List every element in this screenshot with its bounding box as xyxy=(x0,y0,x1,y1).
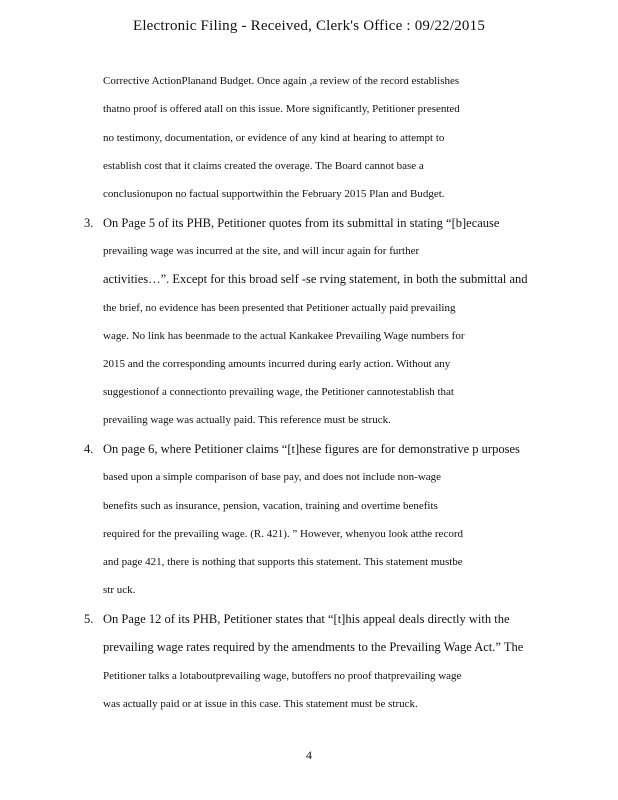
item-lead-line: On Page 12 of its PHB, Petitioner states that “[t]his appeal deals directly with the xyxy=(103,612,510,626)
text-line: establish cost that it claims created the overage. The Board cannot base a xyxy=(103,160,424,172)
text-line: thatno proof is offered atall on this issue. More significantly, Petitioner presented xyxy=(103,103,460,115)
item-lead-line: On Page 5 of its PHB, Petitioner quotes from its submittal in stating “[b]ecause xyxy=(103,216,500,230)
text-line: was actually paid or at issue in this case. This statement must be struck. xyxy=(103,698,418,710)
text-line: prevailing wage rates required by the amendments to the Prevailing Wage Act.” The xyxy=(103,640,524,654)
text-line: str uck. xyxy=(103,584,136,596)
item-number: 3. xyxy=(84,216,94,230)
item-lead-line: On page 6, where Petitioner claims “[t]hese figures are for demonstrative p urposes xyxy=(103,442,520,456)
text-line: wage. No link has beenmade to the actual Kankakee Prevailing Wage numbers for xyxy=(103,330,465,342)
text-line: prevailing wage was incurred at the site, and will incur again for further xyxy=(103,245,420,257)
text-line: Corrective ActionPlanand Budget. Once again ,a review of the record establishes xyxy=(103,75,460,87)
text-line: no testimony, documentation, or evidence of any kind at hearing to attempt to xyxy=(103,132,445,144)
text-line: 2015 and the corresponding amounts incurred during early action. Without any xyxy=(103,358,451,370)
text-line: Petitioner talks a lotaboutprevailing wage, butoffers no proof thatprevailing wage xyxy=(103,670,462,682)
text-line: suggestionof a connectionto prevailing wage, the Petitioner cannotestablish that xyxy=(103,386,454,398)
page-number: 4 xyxy=(306,748,312,762)
text-line: the brief, no evidence has been presented that Petitioner actually paid prevailing xyxy=(103,302,456,314)
text-line: prevailing wage was actually paid. This reference must be struck. xyxy=(103,414,391,426)
text-line: benefits such as insurance, pension, vacation, training and overtime benefits xyxy=(103,500,438,512)
text-line: and page 421, there is nothing that supports this statement. This statement mustbe xyxy=(103,556,463,568)
text-line: required for the prevailing wage. (R. 421). ” However, whenyou look atthe record xyxy=(103,528,463,540)
item-number: 4. xyxy=(84,442,94,456)
filing-header: Electronic Filing - Received, Clerk's Office : 09/22/2015 xyxy=(132,18,486,34)
text-line: based upon a simple comparison of base pay, and does not include non-wage xyxy=(103,471,442,483)
item-number: 5. xyxy=(84,612,94,626)
text-line: activities…”. Except for this broad self -se rving statement, in both the submittal and xyxy=(103,272,528,286)
text-line: conclusionupon no factual supportwithin the February 2015 Plan and Budget. xyxy=(103,188,445,200)
